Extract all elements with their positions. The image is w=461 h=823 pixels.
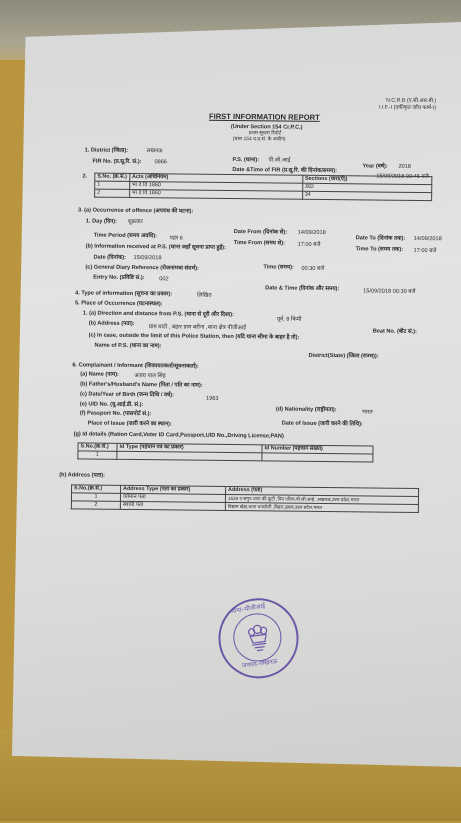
- id-details-title: (g) Id details (Ration Card,Voter ID Card,Passport,UID No.,Driving License,PAN): [73, 431, 284, 440]
- nationality-value: भारत: [361, 409, 373, 416]
- address-table: [71, 484, 419, 513]
- uid-label: (e) UID No. (यू.आई.डी. सं.):: [79, 401, 144, 409]
- address-header-address: Address (पता): [226, 486, 419, 496]
- gd-reference-label: (c) General Diary Reference (रोजनामचा संदर्भ):: [85, 264, 199, 272]
- info-time-value: 00:30 बजे: [301, 265, 325, 272]
- address-cell: 2: [71, 501, 120, 510]
- id-header-number: Id Number (पहचान संख्या): [262, 445, 373, 454]
- gd-entry-value: 002: [159, 276, 169, 283]
- info-received-label: (b) Information received at P.S. (थाना जहाँ सूचना प्राप्त हुई):: [85, 243, 226, 251]
- id-cell: [117, 451, 262, 461]
- page-subtitle-hindi-2: (धारा 154 द.प्र.सं. के अधीन): [232, 136, 286, 143]
- page-title: FIRST INFORMATION REPORT: [208, 111, 320, 122]
- outside-ps-label: (c) In case, outside the limit of this Police Station, then (यदि थाना सीमा के बाहर है तो):: [88, 332, 300, 341]
- page-subtitle-hindi: प्रथम सूचना रिपोर्ट: [248, 130, 282, 137]
- date-from-value: 14/09/2018: [297, 229, 326, 236]
- complainant-title: 6. Complainant / Informant (शिकायतकर्ता/सूचनाकर्ता):: [72, 362, 199, 370]
- ncrb-line-1: N.C.R.B (ए.सी.आर.बी.): [385, 97, 437, 105]
- ps-label: P.S. (थाना):: [232, 157, 260, 164]
- address-cell: स्थायी पता: [120, 501, 225, 510]
- acts-cell: 34: [302, 191, 431, 200]
- stamp-top-text: थाना–पीजीआई: [230, 602, 266, 616]
- date-to-label: Date To (दिनांक तक):: [355, 235, 406, 242]
- dob-label: (c) Date/Year of Birth (जन्म तिथि / वर्ष):: [80, 391, 175, 399]
- fir-date-label: Date &Time of FIR (प्र.सू.रि. की दिनांक/समय):: [232, 167, 338, 175]
- acts-header-sections: Sections (धारा(एँ)): [302, 175, 431, 184]
- acts-cell: भा द वि 1860: [129, 181, 302, 191]
- occurrence-title: 3. (a) Occurrence of offence (अपराध की घटना):: [77, 207, 194, 215]
- passport-label: (f) Passport No. (पासपोर्ट सं.):: [79, 410, 152, 418]
- gd-entry-label: Entry No. (प्रविष्टि सं.):: [93, 274, 145, 282]
- address-section-title: (h) Address (पता):: [59, 472, 106, 479]
- stamp-bottom-text: जनपद–लखनऊ: [241, 658, 278, 670]
- address-cell: 1639 ए सगुप धाना की कुटी ,विम एरिया,पी.जी.आई. ,लखनऊ,उत्तर प्रदेश,भारत: [225, 494, 418, 504]
- ashoka-emblem-icon: [244, 621, 274, 656]
- place-title: 5. Place of Occurrence (घटनास्थल):: [74, 300, 163, 308]
- dob-value: 1963: [205, 395, 219, 402]
- district-label: 1. District (जिला):: [84, 147, 129, 154]
- date-from-label: Date From (दिनांक से):: [233, 229, 288, 236]
- address-cell: वर्तमान पता: [120, 493, 225, 502]
- fir-no-value: 0866: [154, 159, 167, 166]
- id-cell: [262, 453, 373, 462]
- info-date-label: Date (दिनांक):: [93, 254, 127, 261]
- acts-table: [94, 173, 432, 202]
- ps-name-label: Name of P.S. (थाना का नाम):: [94, 342, 162, 350]
- day-value: शुक्रवार: [127, 218, 143, 226]
- father-name-label: (b) Father's/Husband's Name (पिता / पति का नाम):: [80, 381, 203, 389]
- direction-value: पूर्व, 8 किमी: [276, 316, 302, 323]
- time-to-label: Time To (समय तक):: [355, 246, 404, 253]
- district-value: लखनऊ: [146, 148, 163, 155]
- address-label: (b) Address (पता):: [88, 320, 135, 327]
- time-to-value: 17:00 बजे: [413, 247, 437, 255]
- acts-section-number: 2.: [82, 173, 88, 180]
- id-header-sno: S.No.(क्र.सं.): [78, 443, 117, 451]
- date-to-value: 14/09/2018: [413, 235, 442, 243]
- info-type-label: 4. Type of information (सूचना का प्रकार):: [75, 290, 173, 298]
- time-from-label: Time From (समय से):: [233, 240, 286, 247]
- address-header-type: Address Type (पता का प्रकार): [121, 485, 226, 494]
- acts-cell: 302: [302, 183, 431, 192]
- time-period-label: Time Period (समय अवधि):: [93, 232, 158, 240]
- day-label: 1. Day (दिन):: [85, 218, 118, 225]
- acts-header-acts: Acts (अधिनियम): [129, 173, 302, 183]
- acts-header-sno: S.No. (क्र.सं.): [95, 173, 130, 181]
- district-state-label: District(State) (जिला (राज्य)):: [308, 352, 379, 360]
- place-issue-label: Place of Issue (जारी करने का स्थान):: [87, 420, 172, 428]
- nationality-label: (d) Nationality (राष्ट्रीयता):: [275, 406, 337, 414]
- id-details-table: [77, 442, 373, 462]
- id-header-type: Id Type (पहचान पत्र का प्रकार): [117, 443, 262, 453]
- gd-datetime-label: Date & Time (दिनांक और समय):: [265, 285, 340, 293]
- info-type-value: लिखित: [197, 292, 212, 299]
- ps-value: पी.जी.आई.: [268, 157, 292, 164]
- issue-date-label: Date of Issue (जारी करने की तिथि):: [281, 420, 363, 428]
- year-value: 2018: [398, 163, 411, 170]
- acts-cell: भा द वि 1860: [129, 189, 302, 199]
- address-header-sno: S.No.(क्र.सं.): [72, 485, 121, 494]
- address-cell: विद्याम खेड़ा,थाना धनसोली ,बिहार,उन्नाव,उत्तर प्रदेश,भारत: [225, 502, 418, 512]
- address-cell: 1: [71, 493, 120, 502]
- gd-datetime-value: 15/09/2018 00:30 बजे: [363, 288, 416, 295]
- id-cell: 1: [78, 451, 117, 459]
- time-period-value: पहर 6: [169, 235, 183, 242]
- info-date-value: 15/09/2018: [133, 254, 162, 262]
- direction-label: 1. (a) Direction and distance from P.S. (थाना से दूरी और दिशा):: [82, 310, 235, 319]
- acts-cell: 1: [95, 181, 130, 189]
- beat-label: Beat No. (बीट सं.):: [372, 328, 417, 335]
- fir-no-label: FIR No. (प्र.सू.रि. सं.):: [92, 158, 142, 166]
- time-from-value: 17:00 बजे: [297, 241, 321, 248]
- complainant-name-value: अजय पाल सिंह: [134, 372, 166, 380]
- page-subtitle: (Under Section 154 Cr.P.C.): [230, 123, 303, 131]
- info-time-label: Time (समय):: [263, 264, 294, 271]
- ncrb-line-2: I.I.F.-I (एकीकृत जाँच फार्म-I): [378, 104, 437, 112]
- police-station-stamp: [214, 593, 304, 683]
- year-label: Year (वर्ष):: [362, 163, 388, 170]
- complainant-name-label: (a) Name (नाम):: [80, 371, 119, 378]
- address-value: ग्राम घाटी , बहार ग्राम बरौना ,थाना क्षेत्र पीजीआई: [148, 324, 247, 332]
- id-row: [78, 451, 373, 462]
- fir-date-value: 15/09/2018 00:45 बजे: [376, 173, 429, 181]
- acts-cell: 2: [95, 189, 130, 197]
